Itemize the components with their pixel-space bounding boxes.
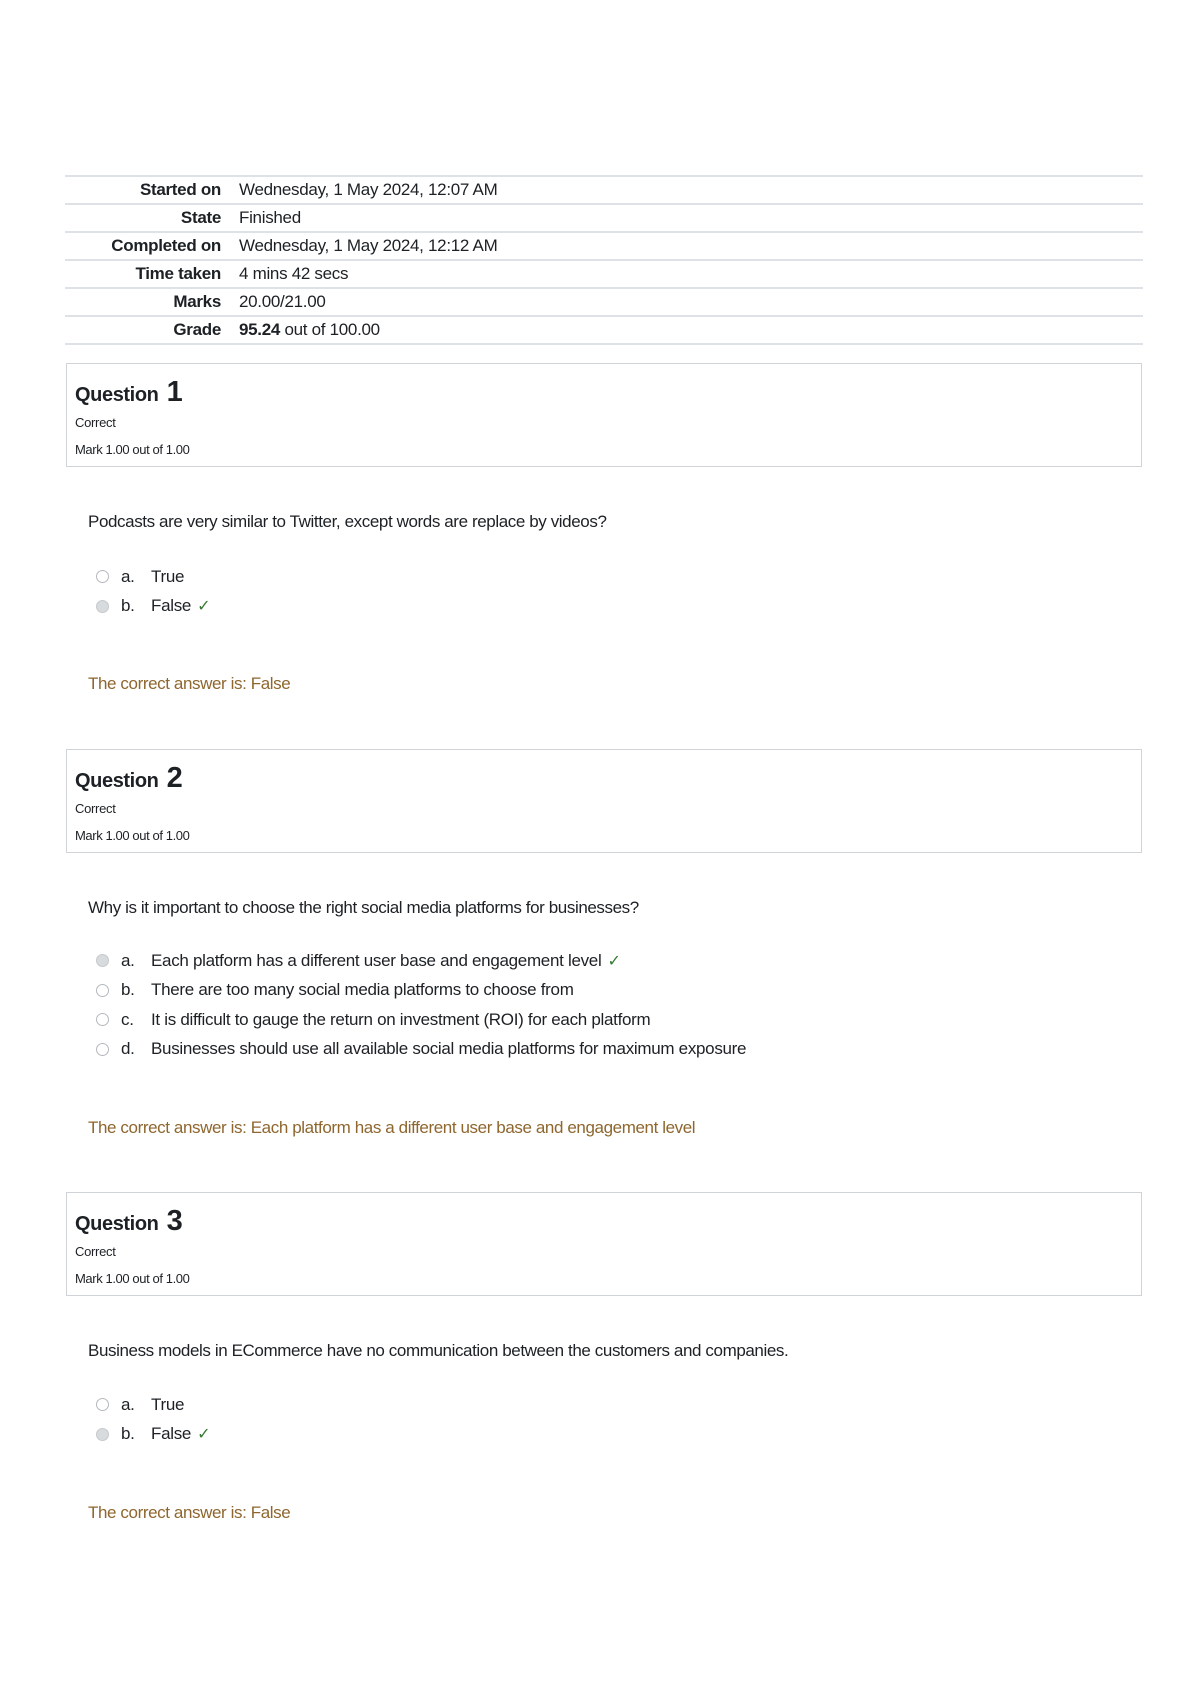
question-state: Correct	[75, 801, 116, 816]
question-mark: Mark 1.00 out of 1.00	[75, 828, 190, 843]
answer-letter: b.	[121, 596, 135, 616]
question-state: Correct	[75, 415, 116, 430]
summary-row-started	[65, 176, 1143, 204]
question-mark: Mark 1.00 out of 1.00	[75, 1271, 190, 1286]
summary-label: Grade	[65, 316, 239, 344]
correct-answer-feedback-3: The correct answer is: False	[88, 1503, 291, 1522]
answer-list-3	[96, 1390, 210, 1449]
correct-answer-feedback-2: The correct answer is: Each platform has a different user base and engagement level	[88, 1118, 696, 1137]
grade-out-of: out of 100.00	[280, 320, 380, 339]
answer-letter: a.	[121, 950, 135, 970]
answer-text: It is difficult to gauge the return on investment (ROI) for each platform	[151, 1009, 651, 1029]
answer-letter: b.	[121, 1424, 135, 1444]
summary-label: Time taken	[65, 260, 239, 288]
question-number: 2	[166, 762, 183, 794]
check-icon: ✓	[607, 952, 621, 970]
summary-value: Wednesday, 1 May 2024, 12:12 AM	[239, 232, 1143, 260]
answer-option[interactable]	[96, 1005, 746, 1035]
answer-option[interactable]	[96, 1420, 210, 1450]
question-info-1	[66, 363, 1142, 467]
answer-option[interactable]	[96, 1390, 210, 1420]
summary-row-completed	[65, 232, 1143, 260]
question-number: 1	[166, 376, 183, 408]
question-text-3: Business models in ECommerce have no communication between the customers and companies.	[88, 1341, 789, 1360]
answer-letter: a.	[121, 566, 135, 586]
answer-letter: c.	[121, 1009, 134, 1029]
answer-letter: d.	[121, 1039, 135, 1059]
question-text-1: Podcasts are very similar to Twitter, except words are replace by videos?	[88, 512, 607, 531]
summary-label: Started on	[65, 176, 239, 204]
answer-letter: b.	[121, 980, 135, 1000]
answer-text: Businesses should use all available social media platforms for maximum exposure	[151, 1039, 747, 1059]
question-label: Question	[75, 1213, 159, 1235]
question-info-2	[66, 749, 1142, 853]
summary-label: State	[65, 204, 239, 232]
answer-letter: a.	[121, 1394, 135, 1414]
answer-option[interactable]	[96, 946, 746, 976]
question-label: Question	[75, 770, 159, 792]
check-icon: ✓	[197, 1426, 211, 1444]
answer-list-1	[96, 562, 210, 621]
question-title	[75, 762, 1133, 795]
question-state: Correct	[75, 1244, 116, 1259]
answer-option[interactable]	[96, 592, 210, 622]
summary-label: Marks	[65, 288, 239, 316]
answer-list-2	[96, 946, 746, 1064]
radio-button-selected[interactable]	[96, 954, 109, 967]
answer-text: Each platform has a different user base and engagement level	[151, 950, 602, 970]
check-icon: ✓	[197, 598, 211, 616]
question-text-2: Why is it important to choose the right social media platforms for businesses?	[88, 898, 639, 917]
grade-score: 95.24	[239, 320, 281, 339]
answer-text: False	[151, 596, 192, 616]
question-title	[75, 1205, 1133, 1238]
answer-option[interactable]	[96, 1035, 746, 1065]
answer-text: False	[151, 1424, 192, 1444]
summary-row-grade	[65, 316, 1143, 344]
question-number: 3	[166, 1205, 183, 1237]
radio-button-selected[interactable]	[96, 1428, 109, 1441]
answer-option[interactable]	[96, 976, 746, 1006]
summary-row-state	[65, 204, 1143, 232]
radio-button-selected[interactable]	[96, 600, 109, 613]
summary-value: Wednesday, 1 May 2024, 12:07 AM	[239, 176, 1143, 204]
summary-value: 20.00/21.00	[239, 288, 1143, 316]
summary-row-time-taken	[65, 260, 1143, 288]
radio-button[interactable]	[96, 570, 109, 583]
question-label: Question	[75, 384, 159, 406]
summary-value: Finished	[239, 204, 1143, 232]
correct-answer-feedback-1: The correct answer is: False	[88, 674, 291, 693]
radio-button[interactable]	[96, 1013, 109, 1026]
radio-button[interactable]	[96, 1043, 109, 1056]
grade-value	[239, 316, 1143, 344]
answer-text: True	[151, 1394, 185, 1414]
summary-value: 4 mins 42 secs	[239, 260, 1143, 288]
summary-row-marks	[65, 288, 1143, 316]
question-mark: Mark 1.00 out of 1.00	[75, 442, 190, 457]
answer-option[interactable]	[96, 562, 210, 592]
radio-button[interactable]	[96, 984, 109, 997]
summary-label: Completed on	[65, 232, 239, 260]
question-info-3	[66, 1192, 1142, 1296]
question-title	[75, 376, 1133, 409]
radio-button[interactable]	[96, 1398, 109, 1411]
attempt-summary-table	[65, 175, 1143, 345]
answer-text: True	[151, 566, 185, 586]
answer-text: There are too many social media platforms to choose from	[151, 980, 574, 1000]
